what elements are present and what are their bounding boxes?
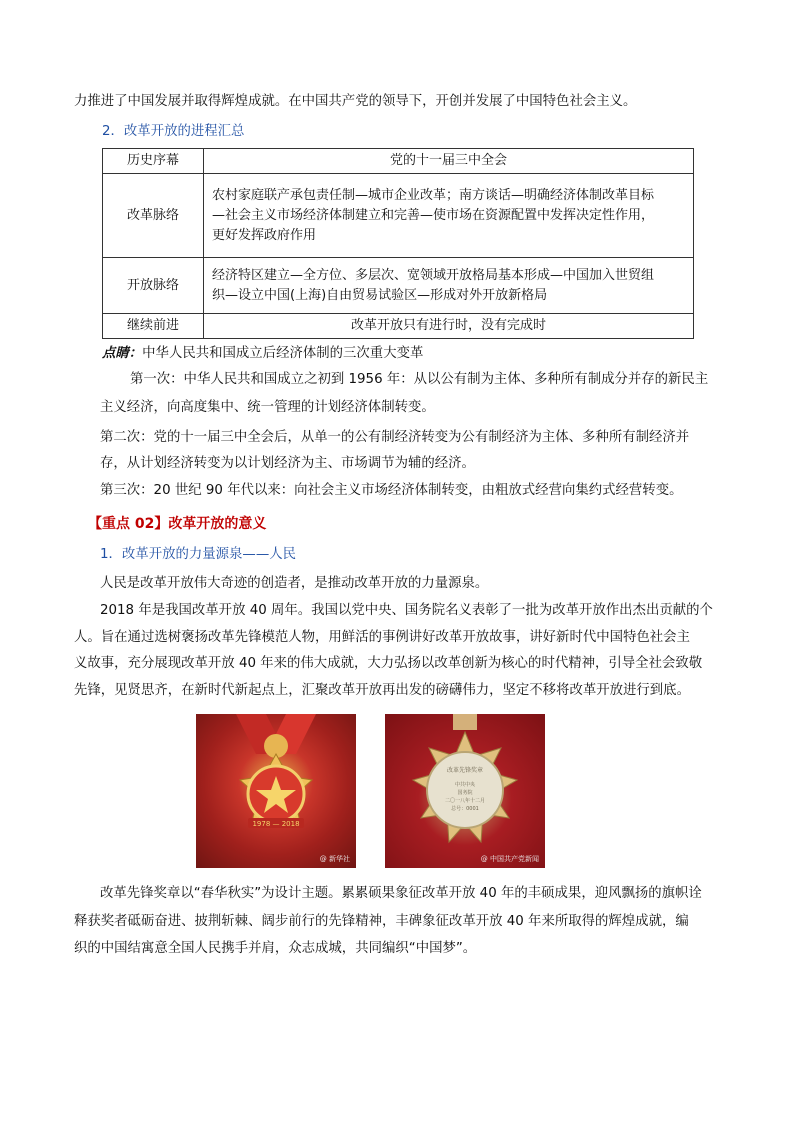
cell-line: 农村家庭联产承包责任制—城市企业改革；南方谈话—明确经济体制改革目标	[212, 187, 655, 203]
table-row-label: 继续前进	[103, 314, 204, 339]
table-row-label: 改革脉络	[103, 174, 204, 258]
medal-back-line: 国务院	[457, 790, 473, 796]
medal-back-title: 改革先锋奖章	[446, 767, 484, 774]
intro-line: 力推进了中国发展并取得辉煌成就。在中国共产党的领导下，开创并发展了中国特色社会主义。	[74, 94, 637, 109]
table-cell	[204, 174, 694, 258]
note-label: 点睛：	[102, 346, 143, 361]
note	[102, 344, 423, 364]
medal-back-icon	[385, 714, 545, 868]
medal-front-photo	[196, 714, 356, 868]
table-row	[103, 314, 694, 339]
medal-back-photo	[385, 714, 545, 868]
reform-summary-table	[102, 148, 694, 339]
key-point-heading: 【重点 02】改革开放的意义	[88, 516, 267, 532]
change-1-line-2: 主义经济，向高度集中、统一管理的计划经济体制转变。	[100, 400, 435, 415]
cell-line: —社会主义市场经济体制建立和完善—使市场在资源配置中发挥决定性作用，	[212, 207, 655, 223]
para3-line-2: 释获奖者砥砺奋进、披荆斩棘、阔步前行的先锋精神，丰碑象征改革开放 40 年来所取得的辉煌成就，编	[74, 914, 689, 929]
note-text: 中华人民共和国成立后经济体制的三次重大变革	[142, 346, 424, 361]
para2-line-3: 义故事，充分展现改革开放 40 年来的伟大成就，大力弘扬以改革创新为核心的时代精神，引导全社会致敬	[74, 656, 703, 671]
table-row	[103, 258, 694, 314]
change-1-line-1: 第一次：中华人民共和国成立之初到 1956 年：从以公有制为主体、多种所有制成分并存的新民主	[130, 372, 709, 387]
medal-back-line: 中共中央	[454, 782, 476, 788]
table-cell	[204, 258, 694, 314]
medal-front-icon	[196, 714, 356, 868]
cell-line: 经济特区建立—全方位、多层次、宽领域开放格局基本形成—中国加入世贸组	[212, 267, 655, 283]
table-cell: 改革开放只有进行时，没有完成时	[204, 314, 694, 339]
table-header-cell: 历史序幕	[103, 149, 204, 174]
change-2-line-1: 第二次：党的十一届三中全会后，从单一的公有制经济转变为公有制经济为主体、多种所有制经济并	[100, 430, 690, 445]
table-header-cell: 党的十一届三中全会	[204, 149, 694, 174]
medal-back-line: 总号：0001	[451, 806, 479, 812]
para2-line-4: 先锋，见贤思齐，在新时代新起点上，汇聚改革开放再出发的磅礴伟力，坚定不移将改革开放进行到底。	[74, 683, 690, 698]
cell-line: 更好发挥政府作用	[212, 227, 317, 243]
section2-title: 2．改革开放的进程汇总	[102, 124, 245, 139]
cell-line: 织—设立中国(上海)自由贸易试验区—形成对外开放新格局	[212, 287, 548, 303]
change-2-line-2: 存，从计划经济转变为以计划经济为主、市场调节为辅的经济。	[100, 456, 475, 471]
change-3-line-1: 第三次：20 世纪 90 年代以来：向社会主义市场经济体制转变，由粗放式经营向集约式经营转变。	[100, 483, 683, 498]
para3-line-1: 改革先锋奖章以“春华秋实”为设计主题。累累硕果象征改革开放 40 年的丰硕成果，迎风飘扬的旗帜诠	[100, 886, 702, 901]
para1: 人民是改革开放伟大奇迹的创造者，是推动改革开放的力量源泉。	[100, 576, 489, 591]
para2-line-1: 2018 年是我国改革开放 40 周年。我国以党中央、国务院名义表彰了一批为改革开放作出杰出贡献的个	[100, 603, 713, 618]
table-row	[103, 149, 694, 174]
medal-back-line: 二〇一八年十二月	[444, 798, 486, 804]
subsection1-title: 1．改革开放的力量源泉——人民	[100, 547, 296, 562]
table-row-label: 开放脉络	[103, 258, 204, 314]
para2-line-2: 人。旨在通过选树褒扬改革先锋模范人物，用鲜活的事例讲好改革开放故事，讲好新时代中国特色社会主	[74, 630, 690, 645]
medal-front-text: 1978 — 2018	[252, 820, 300, 828]
image-caption: @ 中国共产党新闻	[480, 855, 539, 863]
image-caption: @ 新华社	[319, 855, 350, 863]
para3-line-3: 织的中国结寓意全国人民携手并肩，众志成城，共同编织“中国梦”。	[74, 941, 477, 956]
table-row	[103, 174, 694, 258]
